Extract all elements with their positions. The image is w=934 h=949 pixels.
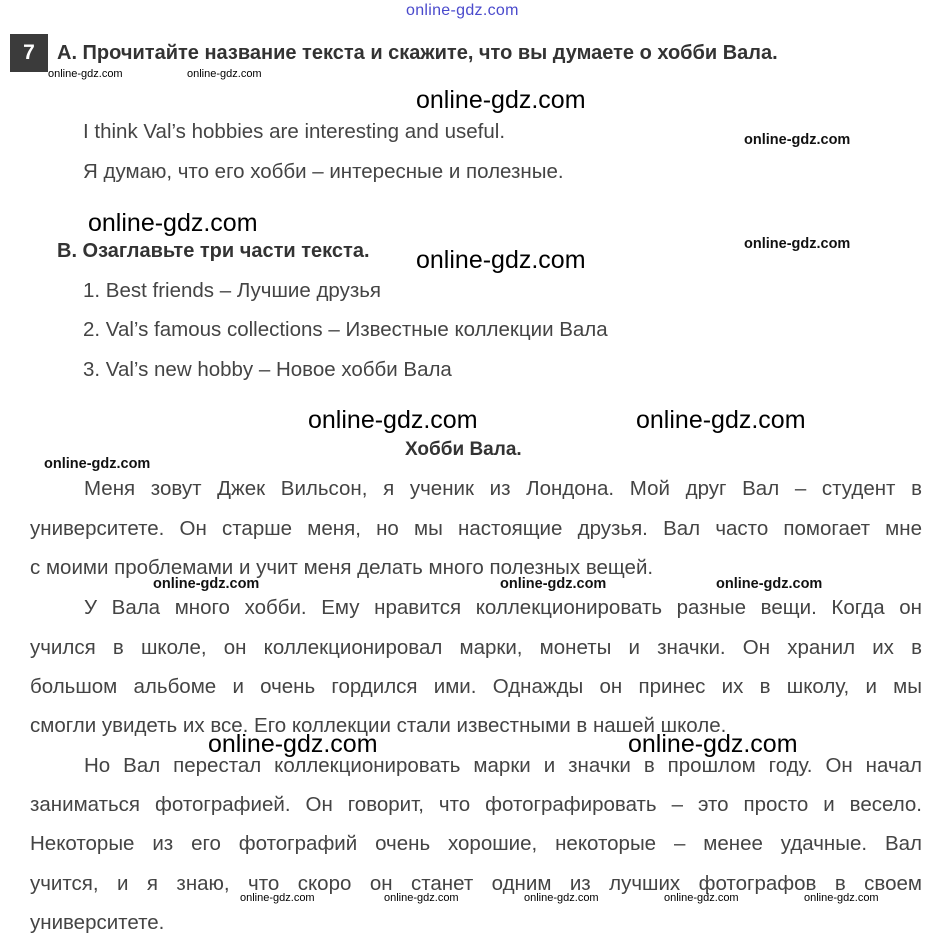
watermark: online-gdz.com	[804, 892, 879, 904]
part-a-answer-en: I think Val’s hobbies are interesting and useful.	[83, 120, 506, 143]
watermark: online-gdz.com	[744, 132, 851, 148]
watermark: online-gdz.com	[208, 730, 378, 758]
watermark: online-gdz.com	[524, 892, 599, 904]
paragraph-line: смогли увидеть их все. Его коллекции стали известными в нашей школе.	[30, 714, 727, 737]
part-b-item: 3. Val’s new hobby – Новое хобби Вала	[83, 358, 452, 381]
part-a-heading: A. Прочитайте название текста и скажите, что вы думаете о хобби Вала.	[57, 42, 778, 64]
watermark: online-gdz.com	[416, 86, 586, 114]
paragraph-line: большом альбоме и очень гордился ими. Однажды он принес их в школу, и мы	[30, 675, 922, 698]
part-b-item: 2. Val’s famous collections – Известные коллекции Вала	[83, 318, 608, 341]
watermark: online-gdz.com	[48, 68, 123, 80]
watermark: online-gdz.com	[187, 68, 262, 80]
watermark: online-gdz.com	[500, 576, 607, 592]
watermark: online-gdz.com	[628, 730, 798, 758]
watermark: online-gdz.com	[384, 892, 459, 904]
paragraph-line: университете. Он старше меня, но мы настоящие друзья. Вал часто помогает мне	[30, 517, 922, 540]
part-b-item: 1. Best friends – Лучшие друзья	[83, 279, 382, 302]
paragraph-line: с моими проблемами и учит меня делать много полезных вещей.	[30, 556, 654, 579]
watermark: online-gdz.com	[636, 406, 806, 434]
watermark: online-gdz.com	[664, 892, 739, 904]
paragraph-line: У Вала много хобби. Ему нравится коллекционировать разные вещи. Когда он	[84, 596, 922, 619]
part-a-answer-ru: Я думаю, что его хобби – интересные и полезные.	[83, 160, 564, 183]
paragraph-line: учился в школе, он коллекционировал марки, монеты и значки. Он хранил их в	[30, 636, 922, 659]
paragraph-line: Некоторые из его фотографий очень хорошие, некоторые – менее удачные. Вал	[30, 832, 922, 855]
watermark: online-gdz.com	[308, 406, 478, 434]
paragraph-line: университете.	[30, 911, 165, 934]
site-label: online-gdz.com	[406, 2, 519, 19]
watermark: online-gdz.com	[416, 246, 586, 274]
watermark: online-gdz.com	[88, 209, 258, 237]
watermark: online-gdz.com	[240, 892, 315, 904]
part-b-heading: B. Озаглавьте три части текста.	[57, 240, 370, 262]
watermark: online-gdz.com	[153, 576, 260, 592]
watermark: online-gdz.com	[44, 456, 151, 472]
watermark: online-gdz.com	[716, 576, 823, 592]
paragraph-line: заниматься фотографией. Он говорит, что фотографировать – это просто и весело.	[30, 793, 922, 816]
paragraph-line: Но Вал перестал коллекционировать марки и значки в прошлом году. Он начал	[84, 754, 922, 777]
story-title: Хобби Вала.	[405, 439, 522, 460]
watermark: online-gdz.com	[744, 236, 851, 252]
task-number-badge: 7	[10, 34, 48, 72]
paragraph-line: учится, и я знаю, что скоро он станет одним из лучших фотографов в своем	[30, 872, 922, 895]
paragraph-line: Меня зовут Джек Вильсон, я ученик из Лондона. Мой друг Вал – студент в	[84, 477, 922, 500]
